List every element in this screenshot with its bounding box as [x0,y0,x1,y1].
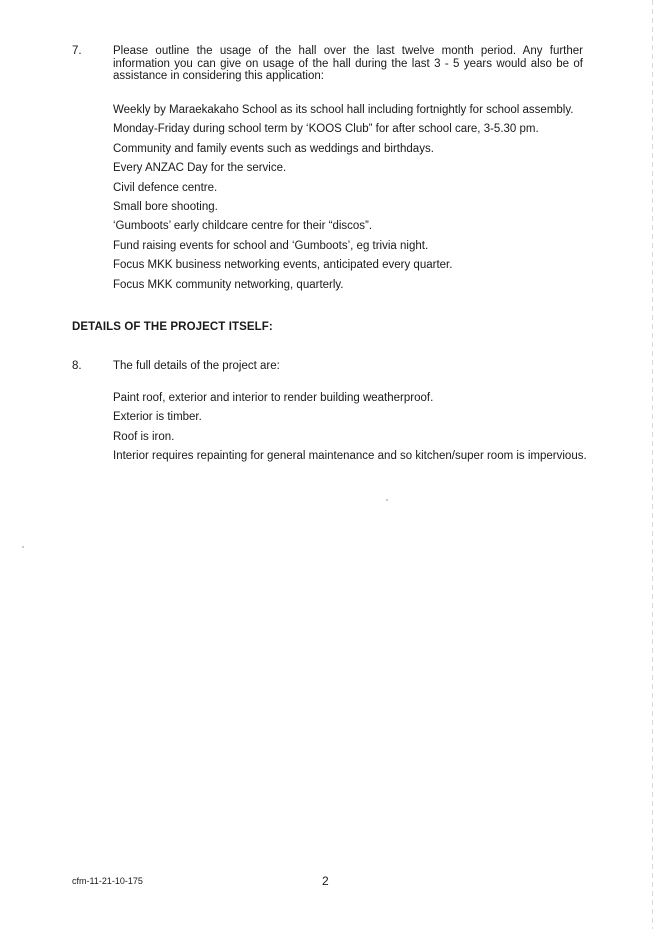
list-item: Community and family events such as weddings and birthdays. [113,142,434,155]
scan-speck [386,499,388,501]
list-item: Monday-Friday during school term by ‘KOOS Club” for after school care, 3-5.30 pm. [113,123,539,136]
document-reference: cfm-11-21-10-175 [72,876,143,886]
question-7-number: 7. [72,45,82,57]
question-7-prompt: Please outline the usage of the hall over the last twelve month period. Any further information you can give on usage of the hall during the last 3 - 5 years would also be of assistance in considering this application: [113,45,583,82]
section-heading: DETAILS OF THE PROJECT ITSELF: [72,321,273,333]
question-8-number: 8. [72,360,82,372]
list-item: Civil defence centre. [113,181,218,194]
list-item: Weekly by Maraekakaho School as its school hall including fortnightly for school assembly. [113,104,574,116]
list-item: Small bore shooting. [113,200,218,213]
list-item: Focus MKK business networking events, anticipated every quarter. [113,259,453,272]
list-item: ‘Gumboots’ early childcare centre for their “discos”. [113,220,373,233]
scan-edge-artifact [652,0,653,929]
scan-speck [22,546,24,548]
question-8-answer-list [113,391,593,469]
list-item: Interior requires repainting for general maintenance and so kitchen/super room is impervious. [113,450,587,463]
list-item: Focus MKK community networking, quarterly. [113,278,344,291]
list-item: Fund raising events for school and ‘Gumboots’, eg trivia night. [113,239,429,252]
question-8-prompt: The full details of the project are: [113,360,280,372]
page-number: 2 [322,874,329,888]
question-7-answer-list [113,103,593,297]
list-item: Paint roof, exterior and interior to render building weatherproof. [113,392,434,404]
list-item: Roof is iron. [113,430,175,443]
list-item: Every ANZAC Day for the service. [113,162,287,175]
list-item: Exterior is timber. [113,411,202,424]
